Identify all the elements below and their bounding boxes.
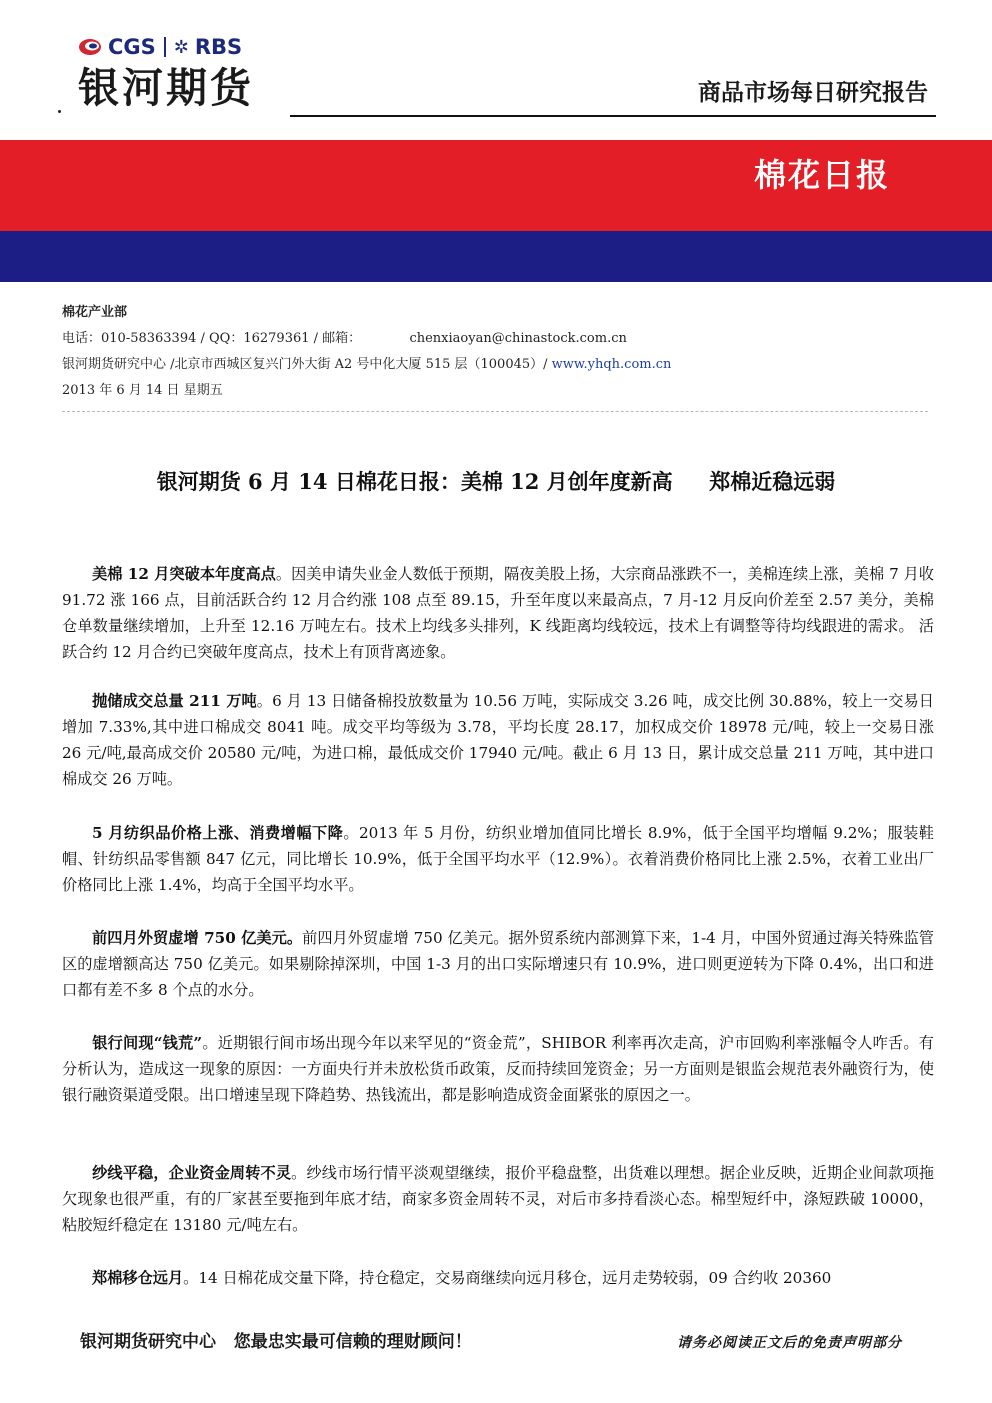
paragraph-lead: 美棉 12 月突破本年度高点 bbox=[92, 565, 276, 583]
paragraph-lead: 5 月纺织品价格上涨、消费增幅下降 bbox=[92, 824, 344, 842]
report-date: 2013 年 6 月 14 日 星期五 bbox=[62, 383, 223, 398]
blue-banner bbox=[0, 231, 992, 282]
document-title: 银河期货 6 月 14 日棉花日报：美棉 12 月创年度新高 郑棉近稳远弱 bbox=[156, 469, 836, 494]
paragraph-lead: 抛储成交总量 211 万吨 bbox=[92, 692, 257, 710]
paragraph-us-cotton bbox=[62, 561, 934, 665]
logo-separator bbox=[164, 37, 166, 57]
paragraph-lead: 银行间现“钱荒” bbox=[92, 1034, 203, 1052]
phone-qq-text: 电话：010-58363394 / QQ：16279361 / 邮箱： bbox=[62, 331, 362, 346]
logo-rbs-text: RBS bbox=[194, 35, 243, 59]
paragraph-text: 。14 日棉花成交量下降，持仓稳定，交易商继续向远月移仓，远月走势较弱，09 合约收 20360 bbox=[183, 1269, 832, 1287]
cgs-swirl-icon bbox=[78, 36, 102, 58]
contact-address-line bbox=[62, 356, 671, 374]
company-logo-text: 银河期货 bbox=[78, 64, 254, 112]
banner-title: 棉花日报 bbox=[753, 156, 890, 194]
paragraph-yarn-market bbox=[62, 1160, 934, 1238]
address-text: 银河期货研究中心 /北京市西城区复兴门外大街 A2 号中化大厦 515 层（100045）/ bbox=[62, 357, 552, 372]
paragraph-text: 。近期银行间市场出现今年以来罕见的“资金荒”，SHIBOR 利率再次走高，沪市回购利率涨幅令人咋舌。有分析认为，造成这一现象的原因：一方面央行并未放松货币政策，反而持续回笼资金；另一方面则是银监会规范表外融资行为，使银行融资渠道受限。出口增速呈现下降趋势、热钱流出，都是影响造成资金面紧张的原因之一。 bbox=[62, 1034, 934, 1104]
header-rule bbox=[290, 115, 936, 117]
paragraph-textile-prices bbox=[62, 820, 934, 898]
footer-slogan: 银河期货研究中心 您最忠实最可信赖的理财顾问！ bbox=[80, 1332, 472, 1352]
paragraph-text: 。2013 年 5 月份，纺织业增加值同比增长 8.9%，低于全国平均增幅 9.2%；服装鞋帽、针纺织品零售额 847 亿元，同比增长 10.9%，低于全国平均水平（12.9%）。衣着消费价格同比上涨 2.5%，衣着工业出厂价格同比上涨 1.4%，均高于全国平均水平。 bbox=[62, 824, 934, 894]
paragraph-lead: 前四月外贸虚增 750 亿美元。 bbox=[92, 929, 303, 947]
department-name: 棉花产业部 bbox=[62, 305, 128, 320]
contact-phone-line bbox=[62, 330, 627, 348]
header-dot bbox=[58, 110, 61, 113]
logo-cgs-text: CGS bbox=[108, 35, 156, 59]
paragraph-lead: 纱线平稳，企业资金周转不灵 bbox=[92, 1164, 292, 1182]
paragraph-text: 。6 月 13 日储备棉投放数量为 10.56 万吨，实际成交 3.26 吨，成交比例 30.88%，较上一交易日增加 7.33%,其中进口棉成交 8041 吨。成交平均等级为 3.78，平均长度 28.17，加权成交价 18978 元/吨，较上一交易日涨 26 元/吨,最高成交价 20580 元/吨，为进口棉，最低成交价 17940 元/吨。截止 6 月 13 日，累计成交总量 211 万吨，其中进口棉成交 26 万吨。 bbox=[62, 692, 934, 788]
email-link[interactable]: chenxiaoyan@chinastock.com.cn bbox=[409, 331, 627, 346]
dashed-divider bbox=[62, 411, 928, 412]
paragraph-text: 前四月外贸虚增 750 亿美元。据外贸系统内部测算下来，1-4 月，中国外贸通过海关特殊监管区的虚增额高达 750 亿美元。如果剔除掉深圳，中国 1-3 月的出口实际增速只有 10.9%，进口则更逆转为下降 0.4%，出口和进口都有差不多 8 个点的水分。 bbox=[62, 929, 934, 999]
paragraph-reserve-auction bbox=[62, 688, 934, 792]
website-link[interactable]: www.yhqh.com.cn bbox=[551, 357, 672, 372]
paragraph-text: 。因美申请失业金人数低于预期，隔夜美股上扬，大宗商品涨跌不一，美棉连续上涨，美棉 7 月收 91.72 涨 166 点，目前活跃合约 12 月合约涨 108 点至 89.15，升至年度以来最高点，7 月-12 月反向价差至 2.57 美分，美棉仓单数量继续增加，上升至 12.16 万吨左右。技术上均线多头排列，K 线距离均线较远，技术上有调整等待均线跟进的需求。 活跃合约 12 月合约已突破年度高点，技术上有顶背离迹象。 bbox=[62, 565, 934, 661]
logo-brand-row bbox=[78, 33, 242, 61]
rbs-daisy-icon: ✲ bbox=[173, 36, 189, 58]
paragraph-lead: 郑棉移仓远月 bbox=[92, 1269, 184, 1287]
paragraph-zhengzhou-cotton bbox=[62, 1265, 934, 1291]
paragraph-text: 。纱线市场行情平淡观望继续，报价平稳盘整，出货难以理想。据企业反映，近期企业间款项拖欠现象也很严重，有的厂家甚至要拖到年底才结，商家多资金周转不灵，对后市多持看淡心态。棉型短纤中，涤短跌破 10000，粘胶短纤稳定在 13180 元/吨左右。 bbox=[62, 1164, 935, 1234]
report-series-title: 商品市场每日研究报告 bbox=[698, 80, 928, 106]
paragraph-money-shortage bbox=[62, 1030, 934, 1108]
paragraph-foreign-trade bbox=[62, 925, 934, 1003]
footer-disclaimer: 请务必阅读正文后的免责声明部分 bbox=[677, 1335, 902, 1351]
